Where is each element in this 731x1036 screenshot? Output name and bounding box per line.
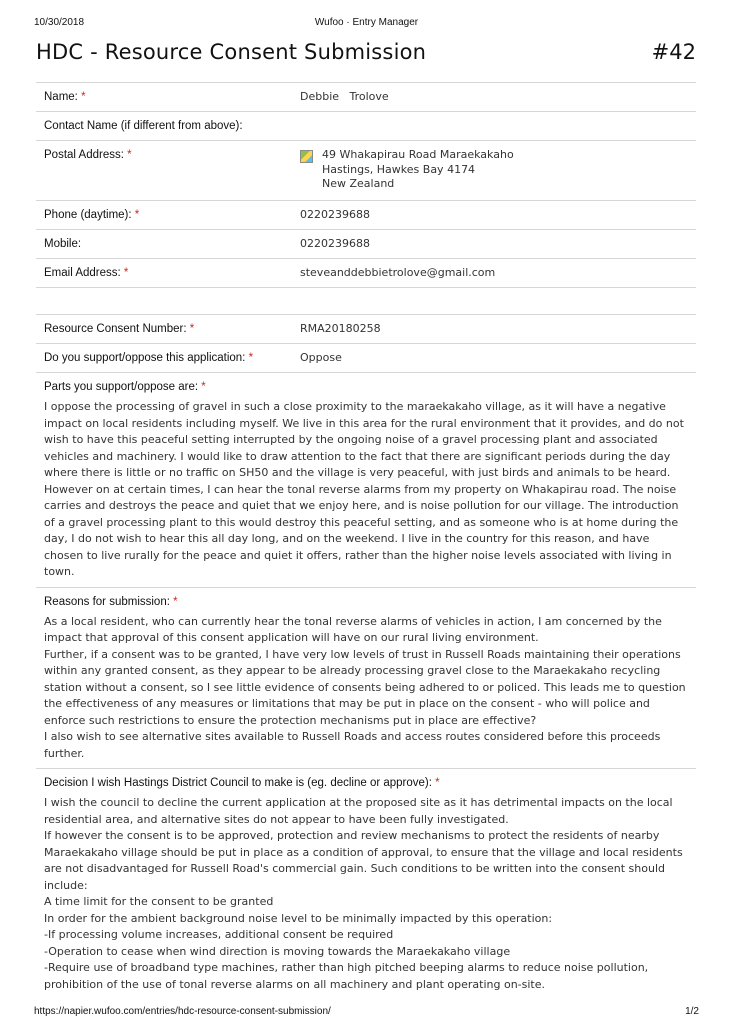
- print-footer: [34, 1006, 699, 1020]
- field-label: Parts you support/oppose are: *: [44, 381, 206, 393]
- print-header: [34, 17, 699, 31]
- field-row-postal-address: [36, 141, 696, 201]
- paragraph: -Operation to cease when wind direction is moving towards the Maraekakaho village: [44, 944, 511, 958]
- field-row-consent-number: [36, 315, 696, 344]
- field-row-reasons: [36, 588, 696, 770]
- field-value-name: Debbie Trolove: [300, 90, 389, 103]
- required-marker: *: [173, 595, 178, 608]
- field-label: Resource Consent Number: *: [44, 323, 195, 335]
- paragraph: In order for the ambient background noise level to be minimally impacted by this operation:: [44, 911, 553, 925]
- field-value-decision: [36, 790, 696, 999]
- field-label: Phone (daytime): *: [44, 209, 140, 221]
- paragraph: A time limit for the consent to be granted: [44, 895, 274, 908]
- print-date: 10/30/2018: [34, 17, 85, 28]
- field-row-decision: [36, 769, 696, 999]
- form-title-bar: [36, 40, 696, 70]
- address-lines: [322, 148, 514, 192]
- email-link[interactable]: steveanddebbietrolove@gmail.com: [300, 266, 496, 279]
- field-row-contact-name: [36, 112, 696, 141]
- paragraph: I oppose the processing of gravel in such a close proximity to the maraekakaho village, as it will have a negative impact on local residents including myself. We live in this area for the rural environment that it provides, and do not wish to have this peaceful setting interrupted by the ongoing noise of a gravel processing plant and associated vehicles and machinery. I would like to draw attention to the fact that there are significant periods during the day where there is little or no traffic on SH50 and the village is very peaceful, with just birds and animals to be heard. However on at certain times, I can hear the tonal reverse alarms from my property on Whakapirau road. The noise carries and destroys the peace and quiet that we enjoy here, and is noise pollution for our village. The introduction of a gravel processing plant to this would destroy this peaceful setting, and as someone who is at home during the day, I do not wish to hear this all day long, and on the weekend. I live in the country for this reason, and have chosen to live rurally for the peace and quiet it offers, rather than the higher noise levels associated with living in town.: [44, 400, 684, 578]
- field-value-support-oppose: Oppose: [300, 351, 342, 364]
- address-line: Hastings, Hawkes Bay 4174: [322, 162, 476, 176]
- address-line: New Zealand: [322, 177, 395, 190]
- paragraph: Further, if a consent was to be granted, I have very low levels of trust in Russell Roads maintaining their operations within any granted consent, as they appear to be already processing gravel close to the Maraekakaho recycling station without a consent, so I see little evidence of consents being adhered to or policed. This leads me to question the effectiveness of any measures or limitations that may be put in place on the consent - who will police and enforce such restrictions to ensure the protection mechanisms put in place are effective?: [44, 647, 686, 727]
- field-value-parts: [36, 394, 696, 587]
- page-url: https://napier.wufoo.com/entries/hdc-resource-consent-submission/: [34, 1006, 331, 1017]
- required-marker: *: [201, 381, 206, 393]
- paragraph: As a local resident, who can currently hear the tonal reverse alarms of vehicles in action, I am concerned by the impact that approval of this consent application will have on our rural living environment.: [44, 614, 662, 644]
- paragraph: If however the consent is to be approved, protection and review mechanisms to protect the residents of nearby Maraekakaho village should be put in place as a condition of approval, to ensure that the village and local residents are not disadvantaged for Russell Road's commercial gain. Such conditions to be written into the consent should include:: [44, 829, 683, 892]
- section-divider: [36, 288, 696, 315]
- field-value-reasons: [36, 609, 696, 769]
- address-line: 49 Whakapirau Road Maraekakaho: [322, 148, 514, 161]
- field-row-email: [36, 259, 696, 288]
- required-marker: *: [123, 267, 129, 279]
- entry-number: #42: [651, 40, 696, 64]
- field-row-mobile: [36, 230, 696, 259]
- required-marker: *: [248, 352, 254, 364]
- field-row-parts: [36, 373, 696, 588]
- paragraph: -If processing volume increases, additional consent be required: [44, 928, 394, 941]
- paragraph: -Require use of broadband type machines, rather than high pitched beeping alarms to reduce noise pollution, prohibition of the use of tonal reverse alarms on all machinery and plant operating on-site.: [44, 961, 649, 991]
- field-row-support-oppose: [36, 344, 696, 373]
- field-value-consent-number: RMA20180258: [300, 322, 381, 335]
- field-label: Contact Name (if different from above):: [44, 120, 243, 132]
- required-marker: *: [189, 323, 195, 335]
- field-label: Postal Address: *: [44, 149, 132, 161]
- required-marker: *: [127, 149, 132, 161]
- field-value-mobile: 0220239688: [300, 237, 370, 250]
- field-label: Name: *: [44, 91, 86, 103]
- required-marker: *: [134, 209, 140, 221]
- form-title: HDC - Resource Consent Submission: [36, 40, 427, 64]
- map-icon[interactable]: [300, 150, 313, 163]
- page-number: 1/2: [685, 1006, 699, 1017]
- required-marker: *: [435, 777, 440, 789]
- print-page-title: Wufoo · Entry Manager: [314, 17, 419, 28]
- field-row-phone: [36, 201, 696, 230]
- paragraph: I also wish to see alternative sites available to Russell Roads and access routes considered before this proceeds further.: [44, 730, 661, 760]
- entry-fields: [36, 82, 696, 999]
- paragraph: I wish the council to decline the current application at the proposed site as it has detrimental impacts on the local residential area, and alternative sites do not appear to have been fully investigated.: [44, 796, 673, 826]
- required-marker: *: [81, 91, 86, 103]
- field-label: Reasons for submission: *: [44, 595, 178, 608]
- field-label: Do you support/oppose this application: *: [44, 352, 254, 364]
- field-label: Email Address: *: [44, 267, 129, 279]
- field-label: Decision I wish Hastings District Council to make is (eg. decline or approve): *: [44, 777, 440, 789]
- field-label: Mobile:: [44, 238, 82, 250]
- field-value-phone: 0220239688: [300, 208, 370, 221]
- field-row-name: [36, 83, 696, 112]
